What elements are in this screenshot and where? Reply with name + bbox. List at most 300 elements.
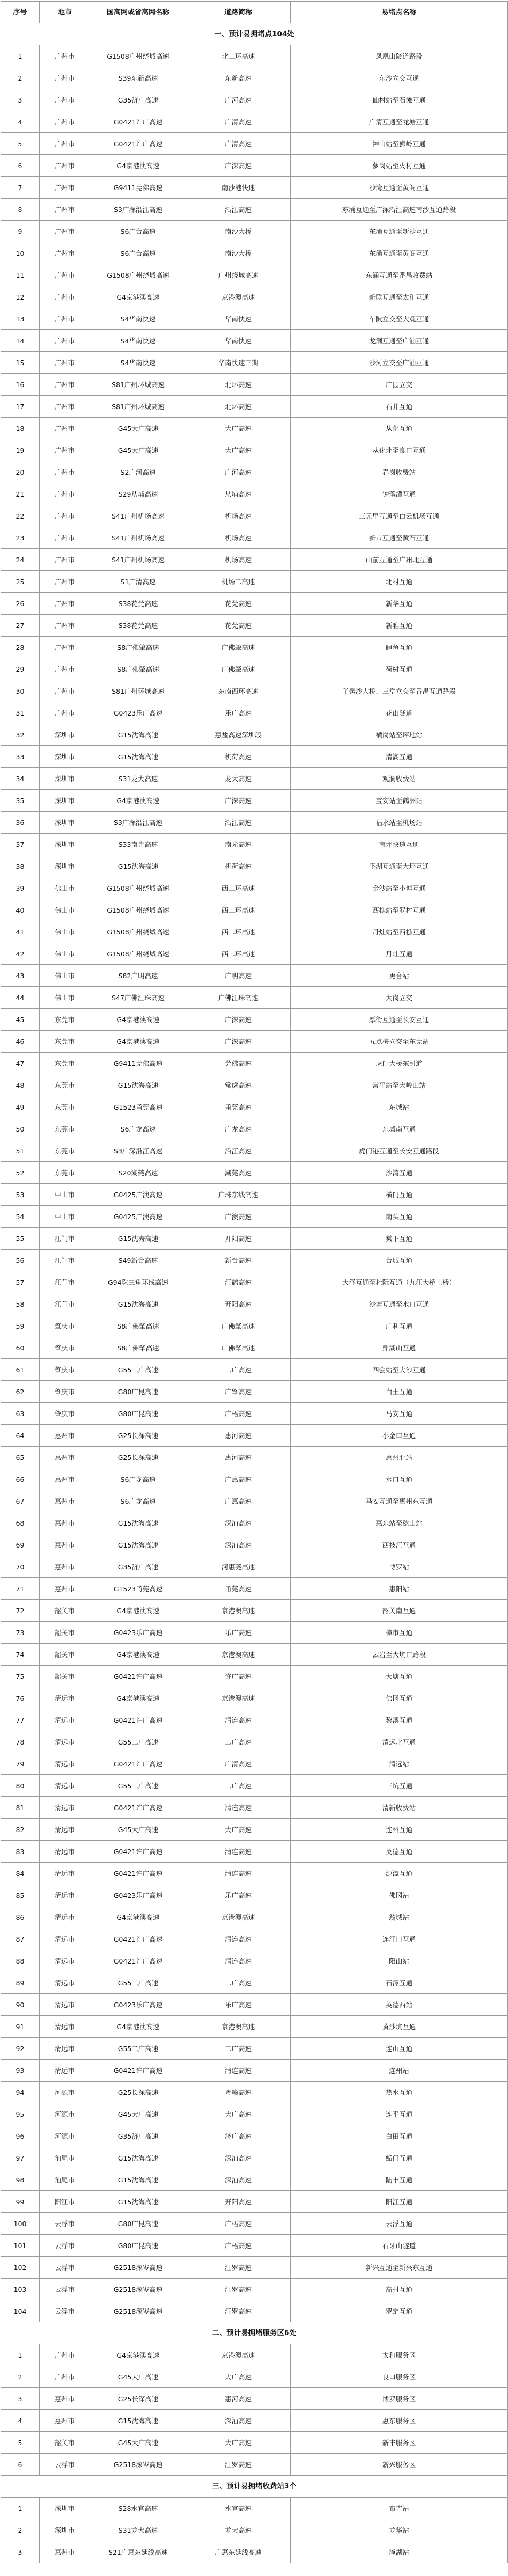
cell-city: 广州市 — [40, 571, 90, 593]
cell-no: 95 — [1, 2103, 40, 2125]
cell-city: 韶关市 — [40, 2432, 90, 2454]
table-row — [1, 286, 508, 308]
cell-city: 中山市 — [40, 1206, 90, 1228]
table-row — [1, 549, 508, 571]
cell-point: 北村互通 — [291, 571, 508, 593]
table-row — [1, 965, 508, 987]
cell-route: G0423乐广高速 — [90, 1622, 186, 1644]
cell-point: 新兴互通至新兴东互通 — [291, 2257, 508, 2279]
table-row — [1, 45, 508, 67]
cell-road: 二广高速 — [186, 1359, 291, 1381]
cell-no: 4 — [1, 111, 40, 133]
cell-no: 26 — [1, 593, 40, 615]
cell-route: S8广佛肇高速 — [90, 1337, 186, 1359]
cell-city: 肇庆市 — [40, 1381, 90, 1403]
cell-point: 云浮互通 — [291, 2213, 508, 2235]
cell-city: 河源市 — [40, 2103, 90, 2125]
cell-road: 西二环高速 — [186, 899, 291, 921]
cell-no: 43 — [1, 965, 40, 987]
cell-city: 东莞市 — [40, 1074, 90, 1096]
table-row — [1, 2344, 508, 2366]
cell-route: G1523甬莞高速 — [90, 1096, 186, 1118]
table-row — [1, 768, 508, 790]
cell-route: G1523甬莞高速 — [90, 1578, 186, 1600]
cell-route: S6广龙高速 — [90, 1118, 186, 1140]
cell-city: 广州市 — [40, 2344, 90, 2366]
cell-point: 荷树互通 — [291, 658, 508, 680]
cell-road: 江罗高速 — [186, 2454, 291, 2476]
cell-point: 沙塘互通至水口互通 — [291, 1293, 508, 1315]
cell-point: 佛冈互通 — [291, 1687, 508, 1709]
cell-road: 华南快速 — [186, 308, 291, 330]
cell-city: 广州市 — [40, 418, 90, 439]
cell-no: 96 — [1, 2125, 40, 2147]
cell-no: 33 — [1, 746, 40, 768]
table-row — [1, 1140, 508, 1162]
cell-city: 佛山市 — [40, 877, 90, 899]
table-row — [1, 2213, 508, 2235]
cell-route: G0425广澳高速 — [90, 1184, 186, 1206]
cell-no: 30 — [1, 680, 40, 702]
table-row — [1, 67, 508, 89]
table-row — [1, 1863, 508, 1884]
cell-road: 花莞高速 — [186, 593, 291, 615]
cell-route: G4京港澳高速 — [90, 1031, 186, 1053]
cell-point: 博罗站 — [291, 1556, 508, 1578]
cell-point: 从化北至良口互通 — [291, 439, 508, 461]
table-row — [1, 1841, 508, 1863]
cell-no: 1 — [1, 2344, 40, 2366]
table-row — [1, 2257, 508, 2279]
cell-road: 沿江高速 — [186, 812, 291, 834]
table-row — [1, 2191, 508, 2213]
cell-point: 新市互通至黄石互通 — [291, 527, 508, 549]
cell-point: 车陂立交至大观互通 — [291, 308, 508, 330]
table-row — [1, 2060, 508, 2082]
cell-point: 博罗服务区 — [291, 2388, 508, 2410]
cell-no: 13 — [1, 308, 40, 330]
cell-point: 东城站 — [291, 1096, 508, 1118]
cell-point: 沙湾互通 — [291, 1162, 508, 1184]
cell-route: G1508广州绕城高速 — [90, 943, 186, 965]
cell-no: 69 — [1, 1534, 40, 1556]
table-row — [1, 1337, 508, 1359]
cell-road: 大广高速 — [186, 2366, 291, 2388]
cell-route: G0421许广高速 — [90, 1666, 186, 1687]
cell-route: G15沈海高速 — [90, 724, 186, 746]
cell-city: 清远市 — [40, 1928, 90, 1950]
table-row — [1, 527, 508, 549]
table-row — [1, 1731, 508, 1753]
table-row — [1, 1644, 508, 1666]
cell-point: 五点梅立交至东莞站 — [291, 1031, 508, 1053]
cell-no: 88 — [1, 1950, 40, 1972]
table-row — [1, 943, 508, 965]
cell-no: 20 — [1, 461, 40, 483]
cell-city: 广州市 — [40, 374, 90, 396]
cell-route: S38花莞高速 — [90, 615, 186, 637]
cell-city: 清远市 — [40, 1906, 90, 1928]
cell-route: G45大广高速 — [90, 418, 186, 439]
cell-point: 惠东站至稔山站 — [291, 1512, 508, 1534]
cell-city: 清远市 — [40, 1731, 90, 1753]
table-row — [1, 1162, 508, 1184]
cell-route: G55二广高速 — [90, 1359, 186, 1381]
table-row — [1, 1819, 508, 1841]
cell-city: 广州市 — [40, 89, 90, 111]
cell-route: G25长深高速 — [90, 2388, 186, 2410]
cell-city: 深圳市 — [40, 2498, 90, 2519]
table-row — [1, 1666, 508, 1687]
cell-point: 沙河立交至广汕互通 — [291, 352, 508, 374]
section-title: 二、预计易拥堵服务区6处 — [1, 2322, 508, 2344]
cell-city: 河源市 — [40, 2082, 90, 2103]
cell-road: 广澳高速 — [186, 1206, 291, 1228]
cell-city: 广州市 — [40, 133, 90, 155]
cell-city: 肇庆市 — [40, 1315, 90, 1337]
cell-no: 10 — [1, 242, 40, 264]
cell-road: 广河高速 — [186, 89, 291, 111]
cell-route: S49新台高速 — [90, 1250, 186, 1271]
cell-road: 乐广高速 — [186, 1884, 291, 1906]
cell-no: 63 — [1, 1403, 40, 1425]
cell-city: 深圳市 — [40, 724, 90, 746]
cell-road: 常虎高速 — [186, 1074, 291, 1096]
cell-road: 华南快速 — [186, 330, 291, 352]
cell-city: 深圳市 — [40, 768, 90, 790]
cell-city: 广州市 — [40, 658, 90, 680]
cell-route: G2518深岑高速 — [90, 2454, 186, 2476]
cell-city: 清远市 — [40, 1797, 90, 1819]
cell-city: 广州市 — [40, 221, 90, 242]
cell-city: 广州市 — [40, 593, 90, 615]
cell-point: 东城南互通 — [291, 1118, 508, 1140]
cell-point: 新雅互通 — [291, 615, 508, 637]
cell-point: 金沙站至小塘互通 — [291, 877, 508, 899]
cell-route: G15沈海高速 — [90, 2191, 186, 2213]
cell-route: S6广台高速 — [90, 242, 186, 264]
cell-city: 惠州市 — [40, 1490, 90, 1512]
cell-no: 5 — [1, 133, 40, 155]
cell-road: 机荷高速 — [186, 746, 291, 768]
cell-no: 100 — [1, 2213, 40, 2235]
cell-no: 75 — [1, 1666, 40, 1687]
cell-road: 甬莞高速 — [186, 1096, 291, 1118]
cell-no: 72 — [1, 1600, 40, 1622]
table-row — [1, 374, 508, 396]
cell-city: 云浮市 — [40, 2300, 90, 2322]
cell-route: S31龙大高速 — [90, 768, 186, 790]
cell-route: G45大广高速 — [90, 2103, 186, 2125]
table-row — [1, 1074, 508, 1096]
cell-road: 开阳高速 — [186, 1228, 291, 1250]
cell-route: S3广深沿江高速 — [90, 1140, 186, 1162]
cell-city: 深圳市 — [40, 2519, 90, 2541]
cell-road: 深汕高速 — [186, 1534, 291, 1556]
cell-road: 江鹤高速 — [186, 1271, 291, 1293]
cell-no: 74 — [1, 1644, 40, 1666]
cell-city: 广州市 — [40, 637, 90, 658]
cell-road: 华南快速三期 — [186, 352, 291, 374]
table-row — [1, 2300, 508, 2322]
cell-road: 花莞高速 — [186, 615, 291, 637]
cell-point: 清远站 — [291, 1753, 508, 1775]
cell-city: 惠州市 — [40, 2410, 90, 2432]
cell-route: G4京港澳高速 — [90, 1600, 186, 1622]
cell-point: 横岗站至坪地站 — [291, 724, 508, 746]
cell-route: S41广州机场高速 — [90, 527, 186, 549]
cell-point: 神山站至狮岭互通 — [291, 133, 508, 155]
cell-no: 45 — [1, 1009, 40, 1031]
cell-no: 2 — [1, 2519, 40, 2541]
cell-route: S47广佛江珠高速 — [90, 987, 186, 1009]
cell-road: 江罗高速 — [186, 2257, 291, 2279]
cell-point: 石井互通 — [291, 396, 508, 418]
cell-point: 东涌互通至番禺收费站 — [291, 264, 508, 286]
table-row — [1, 1293, 508, 1315]
cell-city: 清远市 — [40, 1775, 90, 1797]
table-row — [1, 133, 508, 155]
cell-route: S8广佛肇高速 — [90, 1315, 186, 1337]
cell-route: G9411莞佛高速 — [90, 177, 186, 199]
cell-no: 57 — [1, 1271, 40, 1293]
cell-route: G15沈海高速 — [90, 1512, 186, 1534]
cell-no: 51 — [1, 1140, 40, 1162]
cell-point: 三坑互通 — [291, 1775, 508, 1797]
cell-no: 39 — [1, 877, 40, 899]
cell-no: 9 — [1, 221, 40, 242]
cell-route: G15沈海高速 — [90, 2169, 186, 2191]
cell-road: 广明高速 — [186, 965, 291, 987]
cell-road: 东南西环高速 — [186, 680, 291, 702]
cell-point: 虎门大桥东引道 — [291, 1053, 508, 1074]
cell-city: 清远市 — [40, 2038, 90, 2060]
table-row — [1, 155, 508, 177]
cell-route: G1508广州绕城高速 — [90, 877, 186, 899]
cell-road: 西二环高速 — [186, 921, 291, 943]
cell-point: 平湖互通至大坪互通 — [291, 855, 508, 877]
cell-road: 广佛肇高速 — [186, 1315, 291, 1337]
cell-no: 52 — [1, 1162, 40, 1184]
table-row — [1, 1184, 508, 1206]
cell-road: 京港澳高速 — [186, 1600, 291, 1622]
cell-point: 鲘门互通 — [291, 2147, 508, 2169]
cell-city: 肇庆市 — [40, 1337, 90, 1359]
cell-route: G0421许广高速 — [90, 1797, 186, 1819]
table-row — [1, 2169, 508, 2191]
cell-road: 深汕高速 — [186, 1512, 291, 1534]
cell-road: 粤赣高速 — [186, 2082, 291, 2103]
cell-point: 观澜收费站 — [291, 768, 508, 790]
cell-no: 41 — [1, 921, 40, 943]
cell-road: 京港澳高速 — [186, 286, 291, 308]
table-row — [1, 89, 508, 111]
cell-point: 马安互通 — [291, 1403, 508, 1425]
cell-road: 大广高速 — [186, 1819, 291, 1841]
cell-route: G0421许广高速 — [90, 1841, 186, 1863]
cell-route: G4京港澳高速 — [90, 1009, 186, 1031]
table-row — [1, 1797, 508, 1819]
cell-no: 35 — [1, 790, 40, 812]
cell-no: 56 — [1, 1250, 40, 1271]
section-title: 三、预计易拥堵收费站3个 — [1, 2476, 508, 2498]
table-row — [1, 221, 508, 242]
cell-road: 北环高速 — [186, 374, 291, 396]
cell-road: 机场高速 — [186, 527, 291, 549]
table-row — [1, 2410, 508, 2432]
cell-point: 黎溪互通 — [291, 1709, 508, 1731]
cell-road: 机场高速 — [186, 549, 291, 571]
table-row — [1, 571, 508, 593]
cell-point: 虎门港互通至长安互通路段 — [291, 1140, 508, 1162]
cell-road: 广梧高速 — [186, 2213, 291, 2235]
table-row — [1, 1425, 508, 1447]
table-row — [1, 1512, 508, 1534]
cell-route: G0423乐广高速 — [90, 1884, 186, 1906]
cell-city: 广州市 — [40, 286, 90, 308]
cell-no: 104 — [1, 2300, 40, 2322]
cell-city: 深圳市 — [40, 790, 90, 812]
cell-no: 47 — [1, 1053, 40, 1074]
cell-point: 连州互通 — [291, 1819, 508, 1841]
cell-road: 广梧高速 — [186, 2235, 291, 2257]
cell-point: 从化互通 — [291, 418, 508, 439]
cell-road: 龙大高速 — [186, 2519, 291, 2541]
cell-road: 二广高速 — [186, 1972, 291, 1994]
cell-point: 广园立交 — [291, 374, 508, 396]
cell-city: 阳江市 — [40, 2191, 90, 2213]
cell-road: 清连高速 — [186, 1863, 291, 1884]
cell-city: 深圳市 — [40, 855, 90, 877]
cell-road: 西二环高速 — [186, 877, 291, 899]
table-row — [1, 418, 508, 439]
cell-point: 南头互通 — [291, 1206, 508, 1228]
table-row — [1, 2016, 508, 2038]
cell-route: G80广昆高速 — [90, 2235, 186, 2257]
cell-no: 50 — [1, 1118, 40, 1140]
table-row — [1, 111, 508, 133]
cell-route: S6广龙高速 — [90, 1468, 186, 1490]
cell-no: 1 — [1, 2498, 40, 2519]
cell-no: 58 — [1, 1293, 40, 1315]
cell-city: 佛山市 — [40, 987, 90, 1009]
cell-route: G45大广高速 — [90, 439, 186, 461]
cell-route: G55二广高速 — [90, 1731, 186, 1753]
cell-city: 清远市 — [40, 1994, 90, 2016]
cell-no: 54 — [1, 1206, 40, 1228]
table-header — [1, 2, 508, 23]
table-row — [1, 899, 508, 921]
table-row — [1, 1578, 508, 1600]
cell-city: 清远市 — [40, 1950, 90, 1972]
cell-city: 惠州市 — [40, 1578, 90, 1600]
cell-city: 清远市 — [40, 1884, 90, 1906]
cell-route: S82广明高速 — [90, 965, 186, 987]
cell-no: 73 — [1, 1622, 40, 1644]
cell-road: 南沙大桥 — [186, 221, 291, 242]
cell-road: 南沙港快速 — [186, 177, 291, 199]
cell-point: 新丰服务区 — [291, 2432, 508, 2454]
table-row — [1, 2038, 508, 2060]
cell-road: 深汕高速 — [186, 2410, 291, 2432]
cell-city: 广州市 — [40, 111, 90, 133]
cell-route: G4京港澳高速 — [90, 2016, 186, 2038]
cell-point: 丹灶互通 — [291, 943, 508, 965]
cell-no: 77 — [1, 1709, 40, 1731]
cell-road: 清连高速 — [186, 1709, 291, 1731]
cell-city: 江门市 — [40, 1250, 90, 1271]
cell-city: 深圳市 — [40, 812, 90, 834]
cell-no: 25 — [1, 571, 40, 593]
cell-point: 横门互通 — [291, 1184, 508, 1206]
cell-no: 49 — [1, 1096, 40, 1118]
table-row — [1, 2147, 508, 2169]
cell-point: 东涌互通至黄阁互通 — [291, 242, 508, 264]
cell-route: G35济广高速 — [90, 1556, 186, 1578]
cell-road: 深汕高速 — [186, 2169, 291, 2191]
cell-road: 惠河高速 — [186, 2388, 291, 2410]
cell-route: S6广龙高速 — [90, 1490, 186, 1512]
cell-no: 68 — [1, 1512, 40, 1534]
cell-point: 大塘互通 — [291, 1666, 508, 1687]
cell-road: 惠河高速 — [186, 1447, 291, 1468]
cell-city: 广州市 — [40, 2366, 90, 2388]
table-row — [1, 242, 508, 264]
cell-route: S38花莞高速 — [90, 593, 186, 615]
cell-no: 23 — [1, 527, 40, 549]
cell-route: G0421许广高速 — [90, 1753, 186, 1775]
cell-road: 北环高速 — [186, 396, 291, 418]
cell-road: 新台高速 — [186, 1250, 291, 1271]
cell-point: 清湖互通 — [291, 746, 508, 768]
cell-city: 广州市 — [40, 308, 90, 330]
table-row — [1, 1600, 508, 1622]
cell-road: 清连高速 — [186, 1928, 291, 1950]
cell-point: 黄沙坑互通 — [291, 2016, 508, 2038]
cell-city: 东莞市 — [40, 1162, 90, 1184]
cell-city: 惠州市 — [40, 1534, 90, 1556]
cell-no: 44 — [1, 987, 40, 1009]
cell-city: 清远市 — [40, 1972, 90, 1994]
table-row — [1, 2541, 508, 2563]
cell-route: G15沈海高速 — [90, 746, 186, 768]
cell-no: 59 — [1, 1315, 40, 1337]
cell-road: 广州绕城高速 — [186, 264, 291, 286]
table-row — [1, 1009, 508, 1031]
header-city: 地市 — [40, 2, 90, 23]
table-row — [1, 2498, 508, 2519]
cell-route: G94珠三角环线高速 — [90, 1271, 186, 1293]
cell-city: 清远市 — [40, 1687, 90, 1709]
cell-road: 莞佛高速 — [186, 1053, 291, 1074]
cell-road: 京港澳高速 — [186, 1687, 291, 1709]
table-row — [1, 1118, 508, 1140]
cell-no: 93 — [1, 2060, 40, 2082]
cell-no: 48 — [1, 1074, 40, 1096]
cell-point: 鲤鱼互通 — [291, 637, 508, 658]
table-row — [1, 2125, 508, 2147]
cell-road: 惠河高速 — [186, 1425, 291, 1447]
cell-route: S28水官高速 — [90, 2498, 186, 2519]
cell-city: 清远市 — [40, 1841, 90, 1863]
cell-road: 东新高速 — [186, 67, 291, 89]
cell-route: G55二广高速 — [90, 1775, 186, 1797]
cell-city: 清远市 — [40, 1863, 90, 1884]
table-row — [1, 855, 508, 877]
cell-route: G0421许广高速 — [90, 1709, 186, 1731]
cell-point: 新华互通 — [291, 593, 508, 615]
cell-no: 81 — [1, 1797, 40, 1819]
